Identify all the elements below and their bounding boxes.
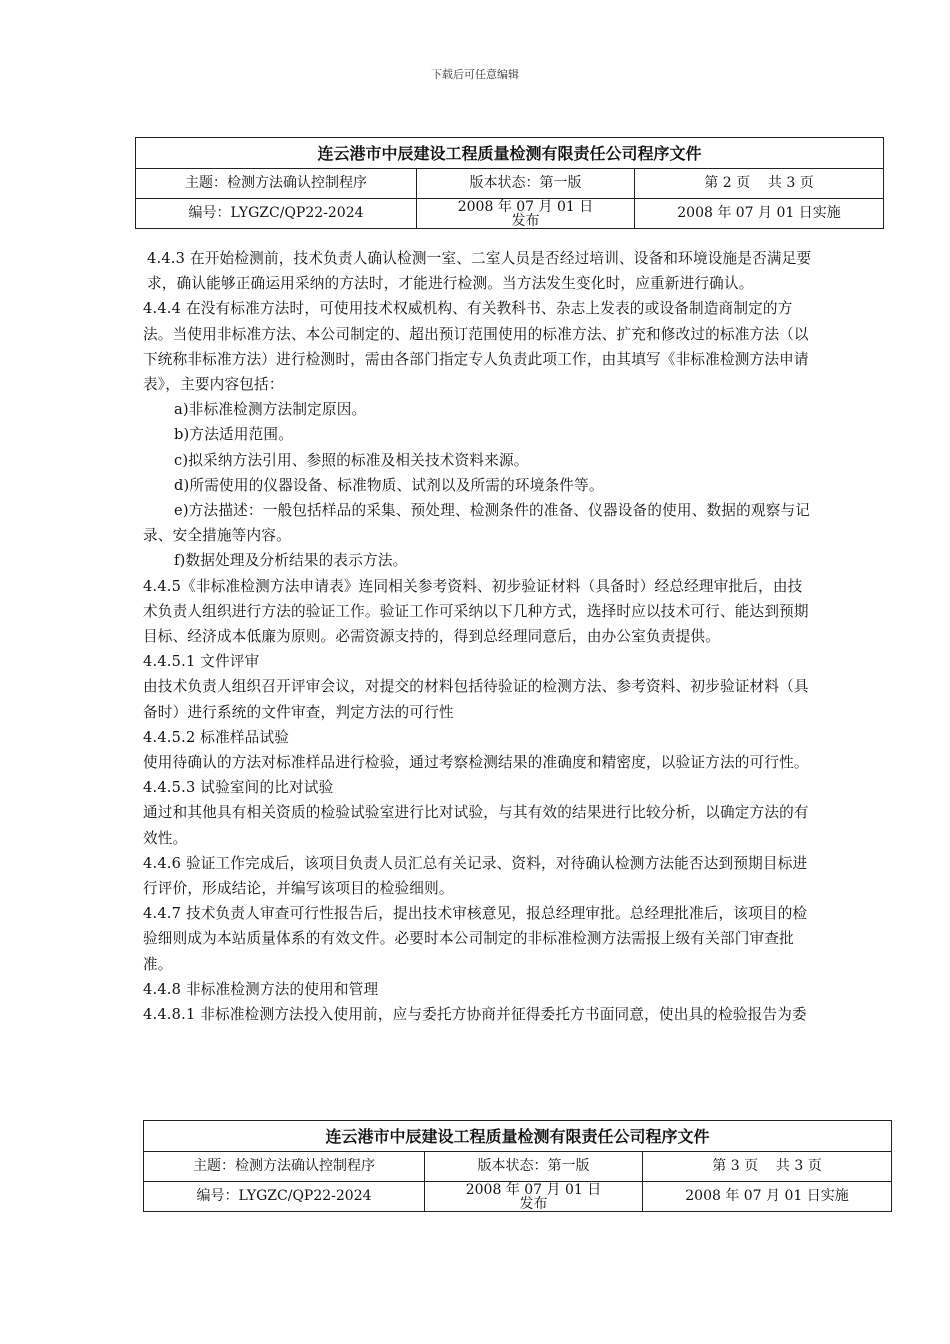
paragraph-interlab-comparison: 通过和其他具有相关资质的检验试验室进行比对试验，与其有效的结果进行比较分析，以确定方法的有效性。 bbox=[143, 804, 809, 847]
subject-cell: 主题：检测方法确认控制程序 bbox=[136, 169, 417, 199]
paragraph-4-4-6: 4.4.6 验证工作完成后，该项目负责人员汇总有关记录、资料，对待确认检测方法能否达到预期目标进行评价，形成结论，并编写该项目的检验细则。 bbox=[143, 854, 808, 898]
list-item-f: f)数据处理及分析结果的表示方法。 bbox=[174, 552, 408, 570]
company-title: 连云港市中辰建设工程质量检测有限责任公司程序文件 bbox=[144, 1121, 892, 1152]
paragraph-4-4-8-1: 4.4.8.1 非标准检测方法投入使用前，应与委托方协商并征得委托方书面同意，使出具的检验报告为委 bbox=[143, 1006, 807, 1024]
document-header-table bbox=[135, 137, 884, 229]
version-cell: 版本状态：第一版 bbox=[425, 1152, 643, 1182]
page-number-cell: 第 3 页 共 3 页 bbox=[643, 1152, 892, 1182]
list-item-c: c)拟采纳方法引用、参照的标准及相关技术资料来源。 bbox=[174, 451, 529, 469]
list-item-a: a)非标准检测方法制定原因。 bbox=[174, 401, 367, 419]
release-date-cell: 2008 年 07 月 01 日发布 bbox=[425, 1182, 643, 1212]
document-body bbox=[143, 246, 813, 1027]
list-item-b: b)方法适用范围。 bbox=[174, 426, 293, 444]
paragraph-standard-sample-test: 使用待确认的方法对标准样品进行检验，通过考察检测结果的准确度和精密度，以验证方法的可行性。 bbox=[143, 754, 809, 772]
paragraph-document-review: 由技术负责人组织召开评审会议，对提交的材料包括待验证的检测方法、参考资料、初步验证材料（具备时）进行系统的文件审查，判定方法的可行性 bbox=[143, 678, 809, 721]
document-code-cell: 编号：LYGZC/QP22-2024 bbox=[136, 199, 417, 229]
release-date-cell: 2008 年 07 月 01 日发布 bbox=[417, 199, 635, 229]
watermark-text: 下载后可任意编辑 bbox=[431, 68, 519, 81]
list-item-d: d)所需使用的仪器设备、标准物质、试剂以及所需的环境条件等。 bbox=[174, 476, 604, 494]
effective-date-cell: 2008 年 07 月 01 日实施 bbox=[643, 1182, 892, 1212]
version-cell: 版本状态：第一版 bbox=[417, 169, 635, 199]
paragraph-4-4-3: 4.4.3 在开始检测前，技术负责人确认检测一室、二室人员是否经过培训、设备和环境设施是否满足要求，确认能够正确运用采纳的方法时，才能进行检测。当方法发生变化时，应重新进行确认。 bbox=[147, 250, 812, 293]
list-item-e-text: e)方法描述：一般包括样品的采集、预处理、检测条件的准备、仪器设备的使用、数据的观察与记录、安全措施等内容。 bbox=[143, 502, 811, 545]
heading-4-4-5-2: 4.4.5.2 标准样品试验 bbox=[143, 728, 290, 746]
document-code-cell: 编号：LYGZC/QP22-2024 bbox=[144, 1182, 425, 1212]
paragraph-4-4-4: 4.4.4 在没有标准方法时，可使用技术权威机构、有关教科书、杂志上发表的或设备制造商制定的方法。当使用非标准方法、本公司制定的、超出预订范围使用的标准方法、扩充和修改过的标准方法（以下统称非标准方法）进行检测时，需由各部门指定专人负责此项工作，由其填写《非标准检测方法申请表》，主要内容包括： bbox=[143, 300, 809, 394]
document-footer-header-table bbox=[143, 1120, 892, 1212]
subject-cell: 主题：检测方法确认控制程序 bbox=[144, 1152, 425, 1182]
page-number-cell: 第 2 页 共 3 页 bbox=[635, 169, 884, 199]
company-title: 连云港市中辰建设工程质量检测有限责任公司程序文件 bbox=[136, 138, 884, 169]
heading-4-4-5-1: 4.4.5.1 文件评审 bbox=[143, 653, 260, 671]
paragraph-4-4-7: 4.4.7 技术负责人审查可行性报告后，提出技术审核意见，报总经理审批。总经理批准后，该项目的检验细则成为本站质量体系的有效文件。必要时本公司制定的非标准检测方法需报上级有关部门审查批准。 bbox=[143, 905, 808, 973]
heading-4-4-5-3: 4.4.5.3 试验室间的比对试验 bbox=[143, 779, 334, 797]
effective-date-cell: 2008 年 07 月 01 日实施 bbox=[635, 199, 884, 229]
paragraph-4-4-5: 4.4.5《非标准检测方法申请表》连同相关参考资料、初步验证材料（具备时）经总经理审批后，由技术负责人组织进行方法的验证工作。验证工作可采纳以下几种方式，选择时应以技术可行、能达到预期目标、经济成本低廉为原则。必需资源支持的，得到总经理同意后，由办公室负责提供。 bbox=[143, 577, 809, 646]
list-item-e bbox=[143, 498, 813, 548]
heading-4-4-8: 4.4.8 非标准检测方法的使用和管理 bbox=[143, 980, 379, 998]
